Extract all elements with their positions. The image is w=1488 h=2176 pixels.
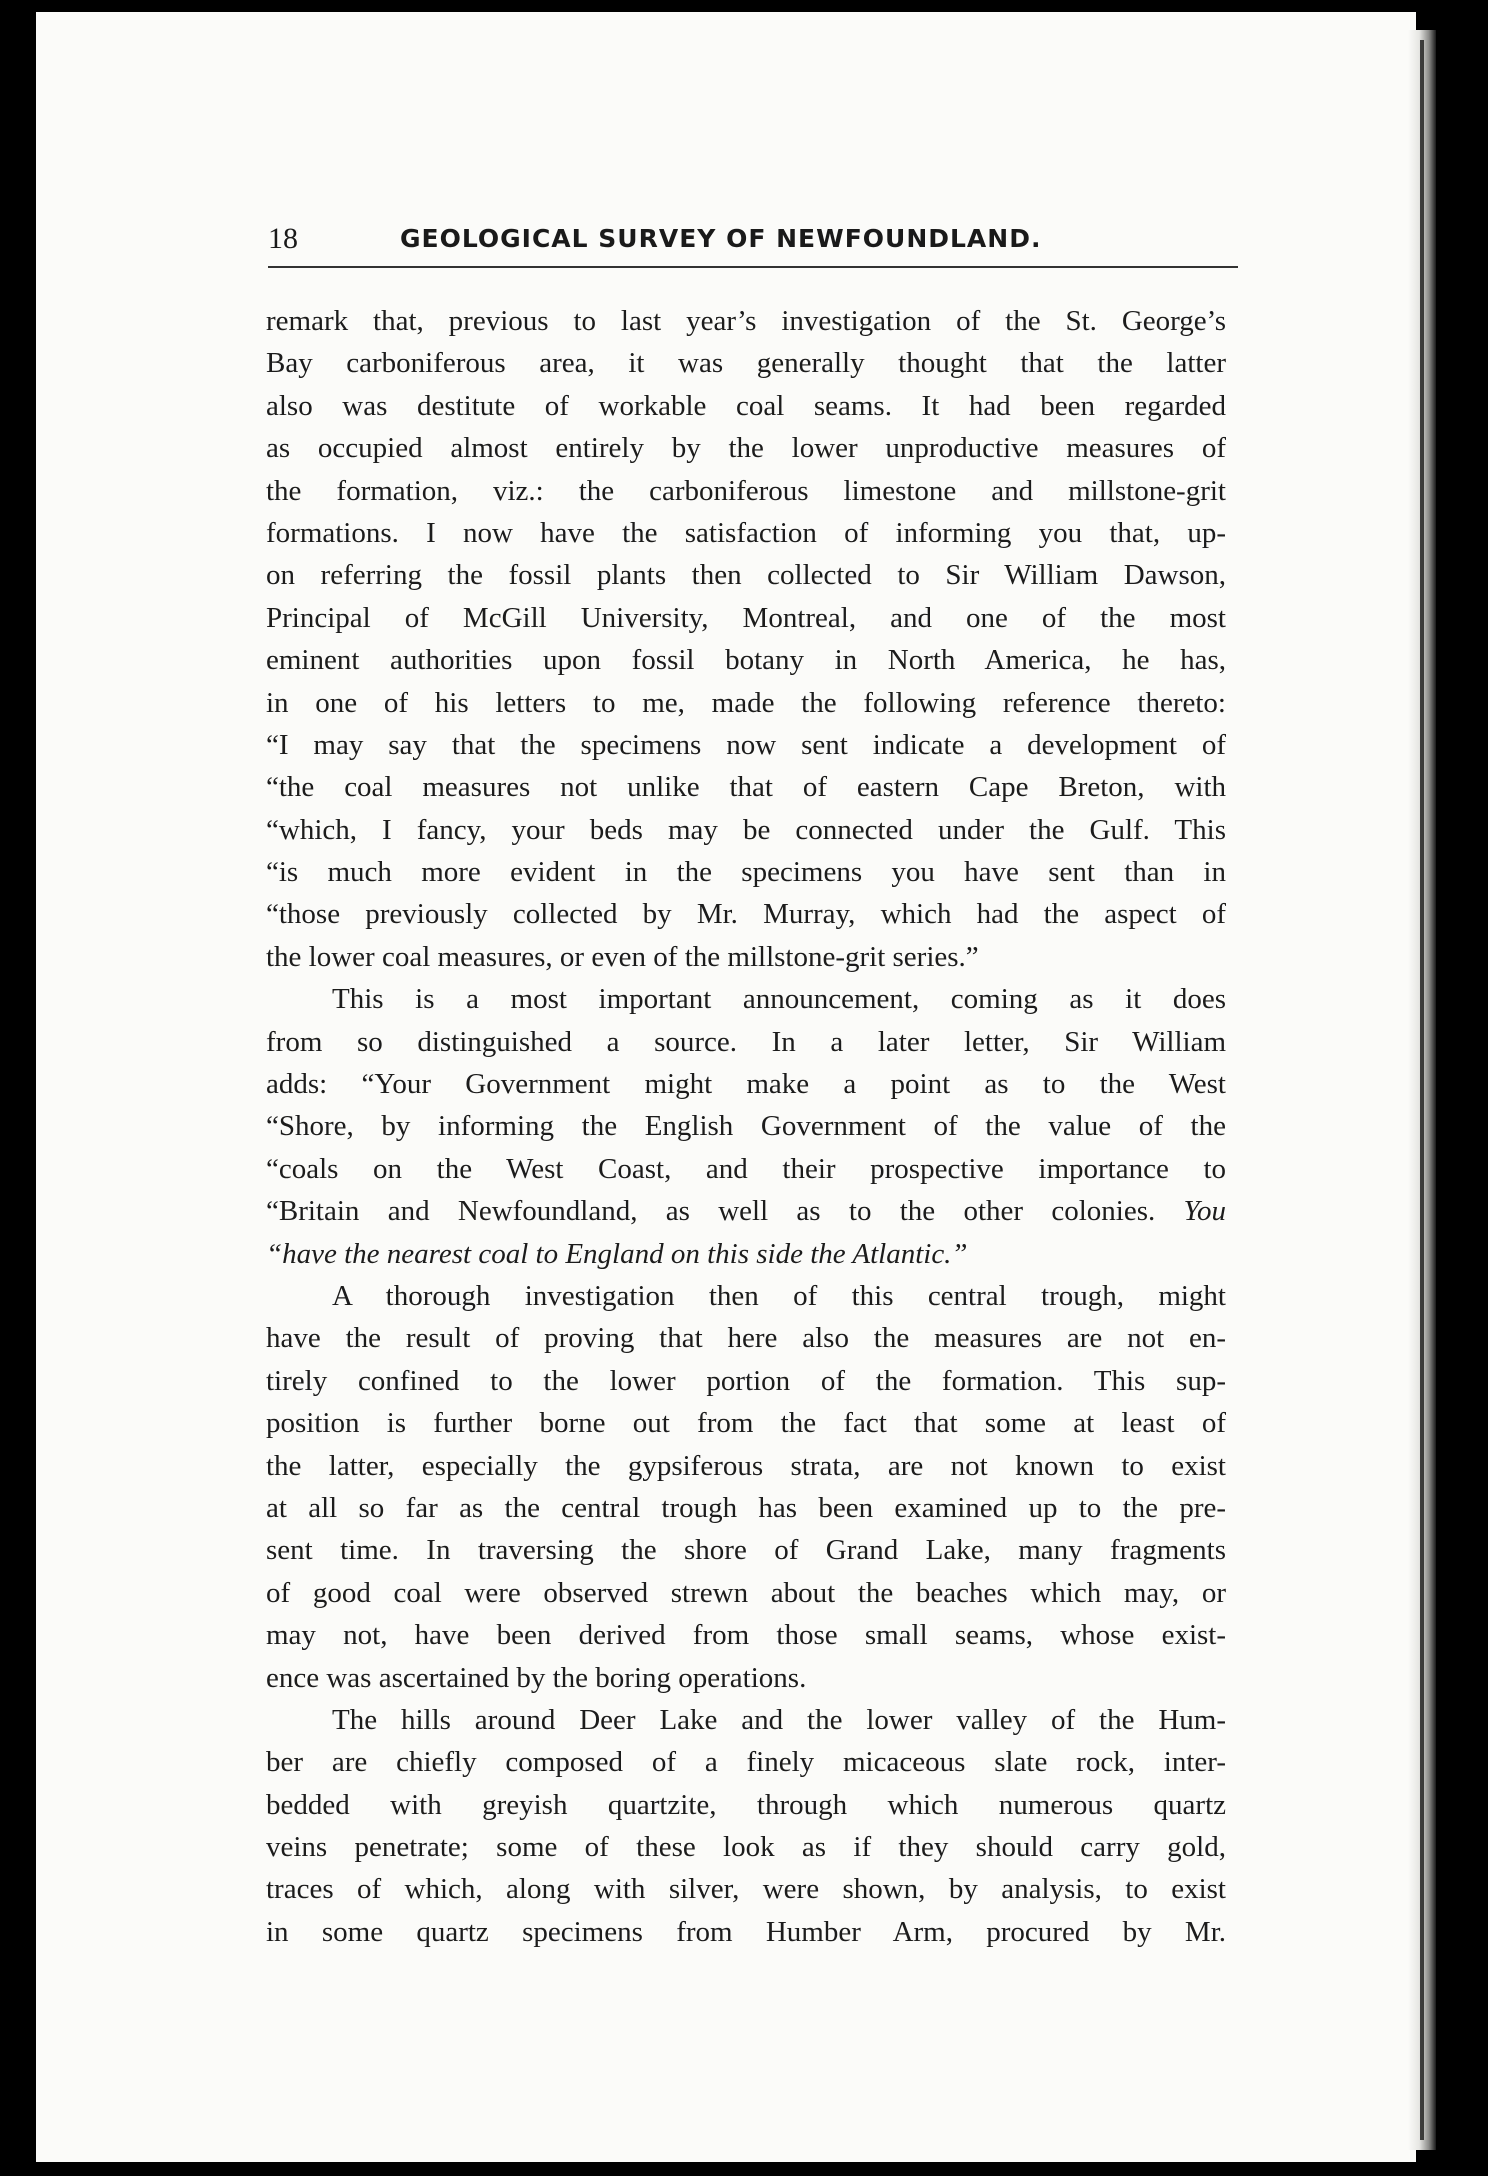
text-line: A thorough investigation then of this central trough, might — [332, 1279, 1226, 1312]
text-line: sent time. In traversing the shore of Grand Lake, many fragments — [266, 1534, 1226, 1567]
text-line: ber are chiefly composed of a finely micaceous slate rock, inter- — [266, 1746, 1226, 1779]
text-line: “have the nearest coal to England on this side the Atlantic.” — [266, 1237, 968, 1270]
page-number: 18 — [268, 222, 298, 255]
text-line: eminent authorities upon fossil botany in North America, he has, — [266, 644, 1226, 677]
text-line: in some quartz specimens from Humber Arm, procured by Mr. — [266, 1915, 1226, 1948]
text-line: of good coal were observed strewn about the beaches which may, or — [266, 1576, 1226, 1609]
page-edge-line — [1420, 40, 1424, 2140]
text-line — [266, 1190, 1226, 1232]
running-head-title: GEOLOGICAL SURVEY OF NEWFOUNDLAND. — [400, 224, 1042, 253]
text-line: have the result of proving that here also the measures are not en- — [266, 1322, 1226, 1355]
text-line: traces of which, along with silver, were shown, by analysis, to exist — [266, 1873, 1226, 1906]
italic-run: You — [1183, 1195, 1226, 1228]
text-line: ence was ascertained by the boring operations. — [266, 1661, 807, 1694]
text-line: “coals on the West Coast, and their prospective importance to — [266, 1152, 1226, 1185]
text-line: tirely confined to the lower portion of the formation. This sup- — [266, 1364, 1226, 1397]
text-line: The hills around Deer Lake and the lower valley of the Hum- — [332, 1703, 1226, 1736]
text-run: “Britain and Newfoundland, as well as to the other colonies. — [266, 1195, 1156, 1228]
text-line: adds: “Your Government might make a point as to the West — [266, 1068, 1226, 1101]
text-line: as occupied almost entirely by the lower unproductive measures of — [266, 432, 1226, 465]
text-line: at all so far as the central trough has been examined up to the pre- — [266, 1491, 1226, 1524]
text-line: position is further borne out from the fact that some at least of — [266, 1407, 1226, 1440]
text-line: bedded with greyish quartzite, through which numerous quartz — [266, 1788, 1226, 1821]
text-line: from so distinguished a source. In a later letter, Sir William — [266, 1025, 1226, 1058]
text-line: “I may say that the specimens now sent indicate a development of — [266, 728, 1226, 761]
text-line: veins penetrate; some of these look as if they should carry gold, — [266, 1831, 1226, 1864]
text-line: Principal of McGill University, Montreal, and one of the most — [266, 601, 1226, 634]
text-line: may not, have been derived from those small seams, whose exist- — [266, 1619, 1226, 1652]
text-line: “the coal measures not unlike that of eastern Cape Breton, with — [266, 771, 1226, 804]
text-line: the formation, viz.: the carboniferous limestone and millstone-grit — [266, 474, 1226, 507]
text-line: the lower coal measures, or even of the millstone-grit series.” — [266, 940, 979, 973]
page-header — [268, 222, 1238, 262]
text-line: “which, I fancy, your beds may be connected under the Gulf. This — [266, 813, 1226, 846]
text-line: remark that, previous to last year’s investigation of the St. George’s — [266, 305, 1226, 337]
text-line: This is a most important announcement, coming as it does — [332, 983, 1226, 1016]
text-line: the latter, especially the gypsiferous strata, are not known to exist — [266, 1449, 1226, 1482]
text-line: formations. I now have the satisfaction of informing you that, up- — [266, 516, 1226, 549]
header-rule — [268, 266, 1238, 268]
text-line: also was destitute of workable coal seams. It had been regarded — [266, 389, 1226, 422]
text-line: “Shore, by informing the English Government of the value of the — [266, 1110, 1226, 1143]
text-line: Bay carboniferous area, it was generally thought that the latter — [266, 347, 1226, 380]
body-text — [266, 300, 1226, 1953]
text-line: in one of his letters to me, made the following reference thereto: — [266, 686, 1226, 719]
text-line: “is much more evident in the specimens you have sent than in — [266, 856, 1226, 889]
text-line: on referring the fossil plants then collected to Sir William Dawson, — [266, 559, 1226, 592]
text-line: “those previously collected by Mr. Murray, which had the aspect of — [266, 898, 1226, 931]
